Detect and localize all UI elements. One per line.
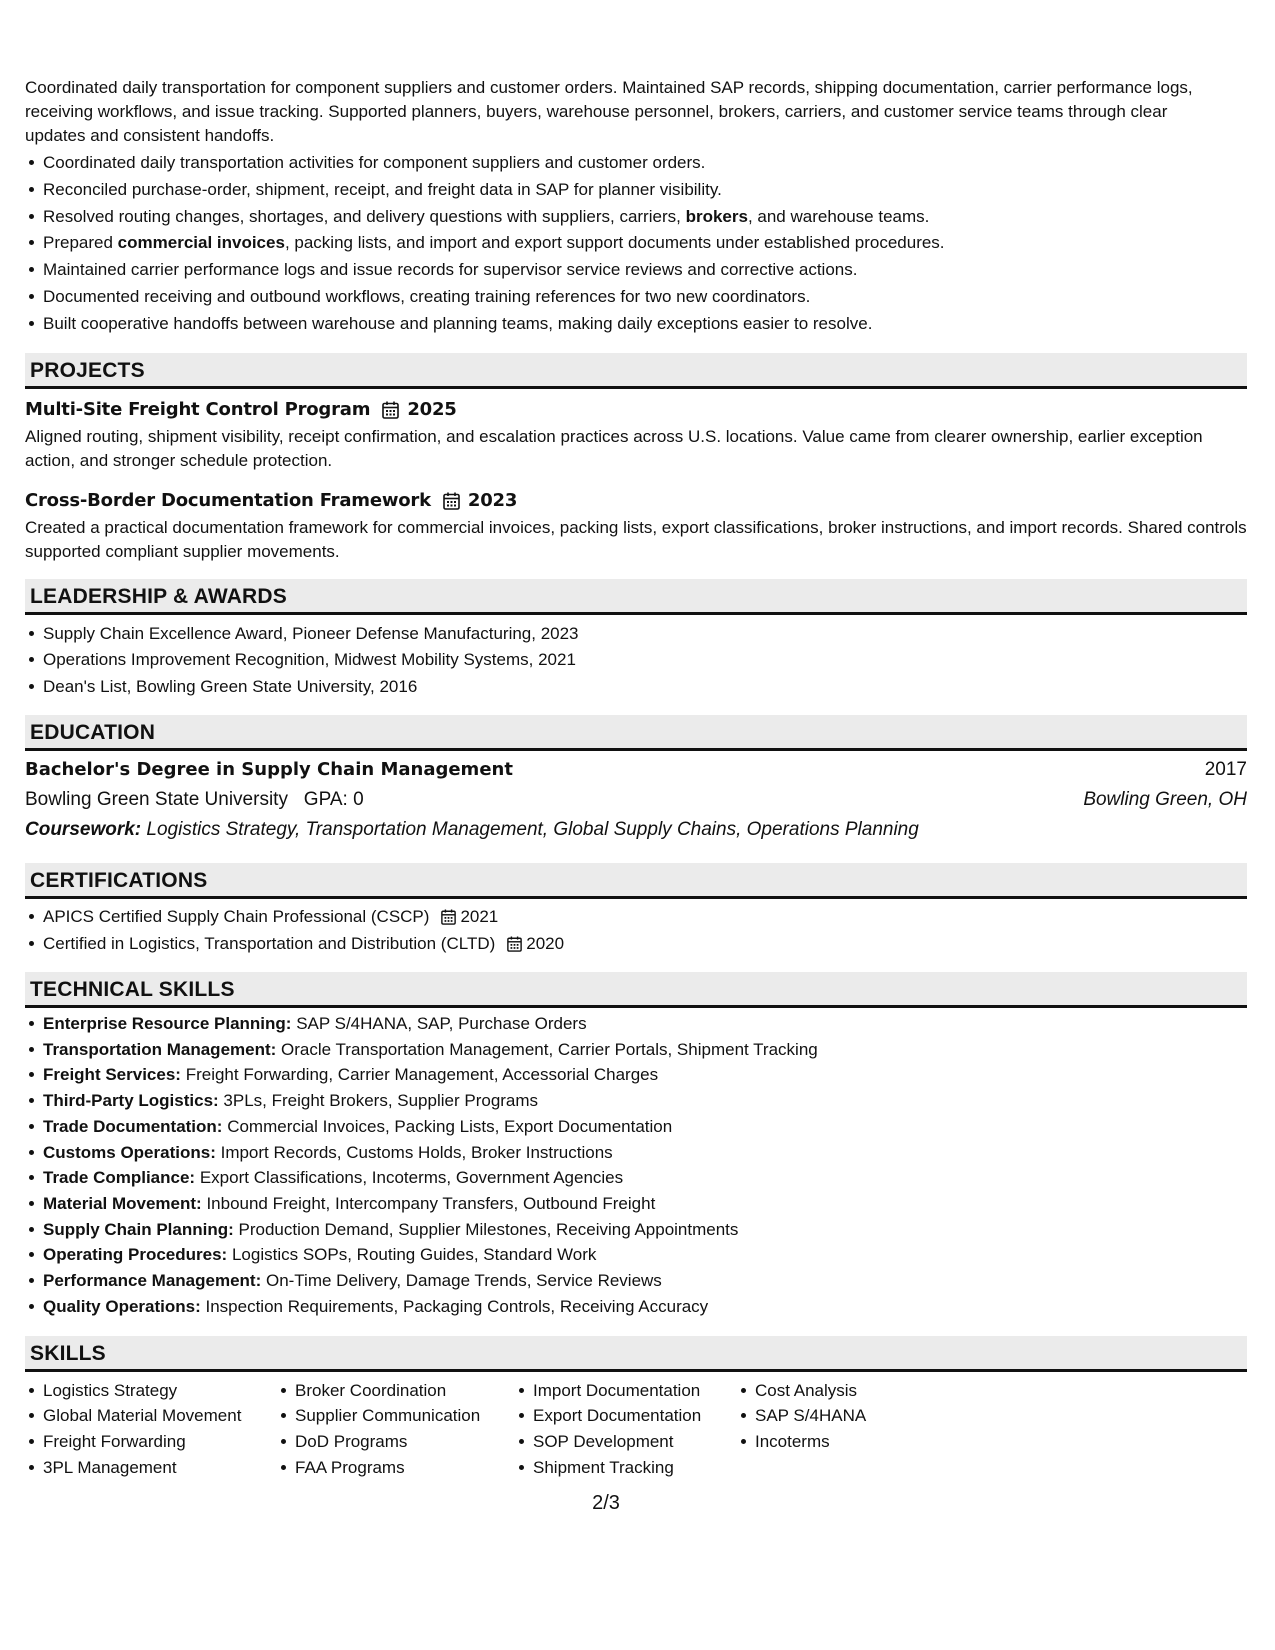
section-heading-technical-skills: TECHNICAL SKILLS (25, 972, 1247, 1008)
list-item: 3PL Management (25, 1455, 277, 1481)
experience-bullets (25, 150, 1247, 338)
section-heading-leadership: LEADERSHIP & AWARDS (25, 579, 1247, 615)
list-item: Enterprise Resource Planning: SAP S/4HANA, SAP, Purchase Orders (25, 1011, 1247, 1037)
certifications-list (25, 904, 1247, 957)
awards-list (25, 621, 1247, 701)
list-item: Broker Coordination (277, 1378, 515, 1404)
list-item: Coordinated daily transportation activities for component suppliers and customer orders. (25, 150, 1247, 177)
section-heading-certifications: CERTIFICATIONS (25, 863, 1247, 899)
education-entry (25, 755, 1247, 845)
list-item: Documented receiving and outbound workflows, creating training references for two new coordinators. (25, 284, 1247, 311)
list-item: Prepared commercial invoices, packing lists, and import and export support documents under established procedures. (25, 230, 1247, 257)
school-name: Bowling Green State University (25, 789, 288, 811)
project-entry (25, 398, 1247, 473)
skills-column (515, 1378, 737, 1481)
list-item: Maintained carrier performance logs and issue records for supervisor service reviews and corrective actions. (25, 257, 1247, 284)
page-number: 2/3 (592, 1492, 620, 1514)
skills-column (277, 1378, 515, 1481)
section-heading-education: EDUCATION (25, 715, 1247, 751)
list-item: Incoterms (737, 1429, 937, 1455)
list-item: Global Material Movement (25, 1403, 277, 1429)
project-description: Aligned routing, shipment visibility, receipt confirmation, and escalation practices across U.S. locations. Value came from clearer ownership, earlier exception action, and stronger schedule protection. (25, 426, 1203, 470)
graduation-year: 2017 (1204, 759, 1247, 781)
school-location: Bowling Green, OH (1083, 789, 1247, 811)
project-title: Multi-Site Freight Control Program (25, 398, 371, 420)
list-item: Supply Chain Excellence Award, Pioneer Defense Manufacturing, 2023 (25, 621, 1247, 648)
calendar-icon (441, 909, 456, 925)
project-year: 2023 (467, 489, 518, 511)
experience-summary: Coordinated daily transportation for component suppliers and customer orders. Maintained SAP records, shipping documentation, carrier performance logs, receiving workflows, and issue tracking. Supported planners, buyers, warehouse personnel, brokers, carriers, and customer service teams through clear updates and consistent handoffs. (25, 78, 1193, 145)
degree-title: Bachelor's Degree in Supply Chain Management (25, 759, 513, 781)
list-item: Transportation Management: Oracle Transportation Management, Carrier Portals, Shipment Tracking (25, 1037, 1247, 1063)
list-item: Operating Procedures: Logistics SOPs, Routing Guides, Standard Work (25, 1242, 1247, 1268)
list-item: Third-Party Logistics: 3PLs, Freight Brokers, Supplier Programs (25, 1088, 1247, 1114)
project-title: Cross-Border Documentation Framework (25, 489, 431, 511)
skills-column (737, 1378, 937, 1481)
list-item: Supplier Communication (277, 1403, 515, 1429)
project-year: 2025 (407, 398, 457, 420)
coursework-list: Logistics Strategy, Transportation Management, Global Supply Chains, Operations Planning (146, 819, 919, 841)
coursework-label: Coursework: (25, 819, 142, 841)
technical-skills-list (25, 1011, 1247, 1319)
list-item: Freight Forwarding (25, 1429, 277, 1455)
list-item: Trade Compliance: Export Classifications, Incoterms, Government Agencies (25, 1165, 1247, 1191)
list-item: Cost Analysis (737, 1378, 937, 1404)
list-item: Freight Services: Freight Forwarding, Carrier Management, Accessorial Charges (25, 1062, 1247, 1088)
list-item: Material Movement: Inbound Freight, Intercompany Transfers, Outbound Freight (25, 1191, 1247, 1217)
list-item: SOP Development (515, 1429, 737, 1455)
list-item: Export Documentation (515, 1403, 737, 1429)
calendar-icon (382, 401, 399, 419)
list-item: Performance Management: On-Time Delivery, Damage Trends, Service Reviews (25, 1268, 1247, 1294)
calendar-icon (443, 492, 460, 510)
list-item: Supply Chain Planning: Production Demand, Supplier Milestones, Receiving Appointments (25, 1217, 1247, 1243)
project-entry (25, 489, 1247, 564)
list-item: Shipment Tracking (515, 1455, 737, 1481)
skills-column (25, 1378, 277, 1481)
resume-page (25, 76, 1247, 1480)
gpa: GPA: 0 (303, 789, 364, 811)
calendar-icon (507, 936, 522, 952)
project-description: Created a practical documentation framework for commercial invoices, packing lists, export classifications, broker instructions, and import records. Shared controls supported compliant supplier movements. (25, 517, 1247, 561)
section-heading-projects: PROJECTS (25, 353, 1247, 389)
list-item: Dean's List, Bowling Green State University, 2016 (25, 674, 1247, 701)
list-item: Operations Improvement Recognition, Midwest Mobility Systems, 2021 (25, 647, 1247, 674)
list-item: Customs Operations: Import Records, Customs Holds, Broker Instructions (25, 1140, 1247, 1166)
list-item: Trade Documentation: Commercial Invoices, Packing Lists, Export Documentation (25, 1114, 1247, 1140)
list-item: SAP S/4HANA (737, 1403, 937, 1429)
list-item (25, 931, 1247, 958)
list-item: Logistics Strategy (25, 1378, 277, 1404)
certification-name: Certified in Logistics, Transportation and Distribution (CLTD) (43, 933, 496, 953)
certification-name: APICS Certified Supply Chain Professional (CSCP) (43, 907, 430, 927)
skills-grid (25, 1378, 1247, 1481)
list-item: Reconciled purchase-order, shipment, receipt, and freight data in SAP for planner visibility. (25, 177, 1247, 204)
certification-year: 2021 (460, 907, 499, 927)
list-item: Import Documentation (515, 1378, 737, 1404)
list-item: FAA Programs (277, 1455, 515, 1481)
certification-year: 2020 (526, 933, 565, 953)
list-item (25, 904, 1247, 931)
section-heading-skills: SKILLS (25, 1336, 1247, 1372)
list-item: DoD Programs (277, 1429, 515, 1455)
list-item: Quality Operations: Inspection Requirements, Packaging Controls, Receiving Accuracy (25, 1294, 1247, 1320)
list-item: Built cooperative handoffs between warehouse and planning teams, making daily exceptions easier to resolve. (25, 311, 1247, 338)
list-item: Resolved routing changes, shortages, and delivery questions with suppliers, carriers, brokers, and warehouse teams. (25, 204, 1247, 231)
